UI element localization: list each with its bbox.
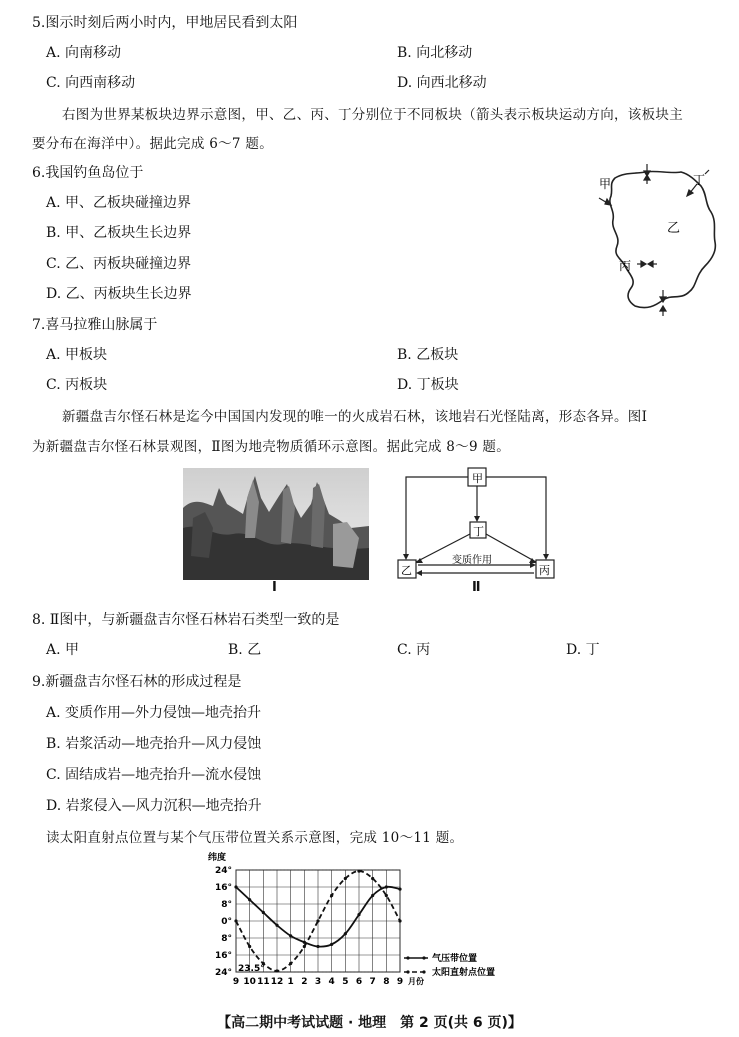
intro6-7-line1: 右图为世界某板块边界示意图，甲、乙、丙、丁分别位于不同板块（箭头表示板块运动方向，该板块主 (62, 107, 683, 123)
q9-option-a: A. 变质作用—外力侵蚀—地壳抬升 (46, 705, 262, 721)
q7-option-d: D. 丁板块 (397, 377, 459, 393)
legend-label-2: 太阳直射点位置 (432, 968, 496, 978)
series-point-1 (344, 932, 347, 935)
intro6-7-line2: 要分布在海洋中）。据此完成 6～7 题。 (32, 136, 274, 152)
q6-option-d: D. 乙、丙板块生长边界 (46, 286, 192, 302)
series-point-1 (398, 888, 401, 891)
x-tick-label: 11 (257, 977, 270, 987)
x-tick-label: 6 (355, 977, 363, 987)
intro10-11: 读太阳直射点位置与某个气压带位置关系示意图，完成 10～11 题。 (46, 830, 464, 846)
series-point-2 (385, 894, 388, 897)
x-tick-label: 9 (396, 977, 404, 987)
series-point-2 (248, 945, 251, 948)
series-point-2 (398, 919, 401, 922)
fig2-caption: Ⅱ (472, 580, 481, 595)
plate-label-yi: 乙 (667, 221, 681, 236)
q6-option-c: C. 乙、丙板块碰撞边界 (46, 256, 192, 272)
y-tick-label: 8° (221, 900, 232, 910)
y-tick-label: 0° (221, 917, 232, 927)
q6-stem: 6.我国钓鱼岛位于 (32, 165, 144, 181)
legend-dot (422, 970, 425, 973)
series-point-2 (344, 877, 347, 880)
q5-option-b: B. 向北移动 (397, 45, 473, 61)
fig1-caption: Ⅰ (272, 580, 277, 595)
series-point-1 (385, 885, 388, 888)
q5-option-a: A. 向南移动 (46, 45, 122, 61)
rock-label-ding: 丁 (473, 525, 484, 538)
series-point-1 (330, 943, 333, 946)
y-tick-label: 24° (214, 866, 232, 876)
metamorphism-label: 变质作用 (452, 555, 492, 566)
q9-option-b: B. 岩浆活动—地壳抬升—风力侵蚀 (46, 736, 262, 752)
x-tick-label: 3 (314, 977, 322, 987)
q7-stem: 7.喜马拉雅山脉属于 (32, 317, 158, 333)
plate-label-ding: 丁 (693, 173, 706, 187)
series-point-2 (371, 877, 374, 880)
chart-annotation: 23.5° (238, 963, 265, 974)
x-tick-label: 12 (270, 977, 284, 987)
x-tick-label: 5 (342, 977, 349, 987)
series-point-2 (303, 945, 306, 948)
q9-option-d: D. 岩浆侵入—风力沉积—地壳抬升 (46, 798, 262, 814)
series-point-2 (275, 969, 278, 972)
q7-option-c: C. 丙板块 (46, 377, 108, 393)
x-tick-label: 10 (243, 977, 256, 987)
chart-ylabel: 纬度 (208, 853, 227, 863)
chart-x-ticks (233, 976, 424, 987)
x-tick-label: 2 (301, 977, 308, 987)
series-point-1 (316, 945, 319, 948)
series-point-1 (262, 911, 265, 914)
stone-forest-photo (183, 468, 369, 580)
sun-pressure-belt-chart (200, 848, 540, 1000)
series-point-1 (275, 924, 278, 927)
y-tick-label: 24° (214, 968, 232, 978)
legend-label-1: 气压带位置 (432, 954, 478, 964)
intro8-9-line2: 为新疆盘吉尔怪石林景观图，Ⅱ图为地壳物质循环示意图。据此完成 8～9 题。 (32, 439, 511, 455)
legend-dot (422, 956, 425, 959)
rock-label-jia: 甲 (472, 472, 483, 485)
q8-option-b: B. 乙 (228, 642, 262, 658)
chart-legend (404, 952, 495, 978)
intro8-9-line1: 新疆盘吉尔怪石林是迄今中国国内发现的唯一的火成岩石林，该地岩石光怪陆离，形态各异。图Ⅰ (62, 409, 648, 425)
rock-cycle-diagram (396, 466, 556, 590)
q8-option-c: C. 丙 (397, 642, 431, 658)
x-tick-label: 4 (328, 977, 335, 987)
series-point-2 (234, 919, 237, 922)
q5-stem: 5.图示时刻后两小时内，甲地居民看到太阳 (32, 15, 298, 31)
q8-option-d: D. 丁 (566, 642, 600, 658)
x-axis-label: 月份 (408, 977, 424, 986)
q8-option-a: A. 甲 (46, 642, 80, 658)
x-tick-label: 1 (287, 977, 294, 987)
plate-label-jia: 甲 (599, 177, 612, 191)
legend-dot (406, 970, 409, 973)
series-point-2 (289, 962, 292, 965)
series-point-2 (316, 919, 319, 922)
q6-option-a: A. 甲、乙板块碰撞边界 (46, 195, 192, 211)
q7-option-a: A. 甲板块 (46, 347, 108, 363)
chart-y-ticks (215, 866, 232, 978)
legend-dot (406, 956, 409, 959)
x-tick-label: 9 (232, 977, 240, 987)
y-tick-label: 8° (221, 934, 232, 944)
series-point-1 (234, 885, 237, 888)
q6-option-b: B. 甲、乙板块生长边界 (46, 225, 192, 241)
series-point-1 (248, 898, 251, 901)
q7-option-b: B. 乙板块 (397, 347, 459, 363)
series-point-1 (371, 894, 374, 897)
y-tick-label: 16° (214, 951, 232, 961)
q5-option-c: C. 向西南移动 (46, 75, 136, 91)
page-footer: 【高二期中考试试题 · 地理 第 2 页(共 6 页)】 (217, 1015, 522, 1031)
plate-label-bing: 丙 (619, 259, 632, 273)
rock-label-bing: 丙 (539, 564, 550, 577)
series-point-1 (357, 913, 360, 916)
rock-label-yi: 乙 (401, 564, 412, 577)
series-point-1 (289, 934, 292, 937)
series-point-2 (330, 894, 333, 897)
x-tick-label: 8 (383, 977, 390, 987)
q9-option-c: C. 固结成岩—地壳抬升—流水侵蚀 (46, 767, 262, 783)
y-tick-label: 16° (214, 883, 232, 893)
q9-stem: 9.新疆盘吉尔怪石林的形成过程是 (32, 674, 242, 690)
x-tick-label: 7 (369, 977, 376, 987)
q5-option-d: D. 向西北移动 (397, 75, 487, 91)
q8-stem: 8. Ⅱ图中，与新疆盘吉尔怪石林岩石类型一致的是 (32, 612, 340, 628)
series-point-2 (357, 869, 360, 872)
plate-boundary-map (585, 160, 725, 320)
